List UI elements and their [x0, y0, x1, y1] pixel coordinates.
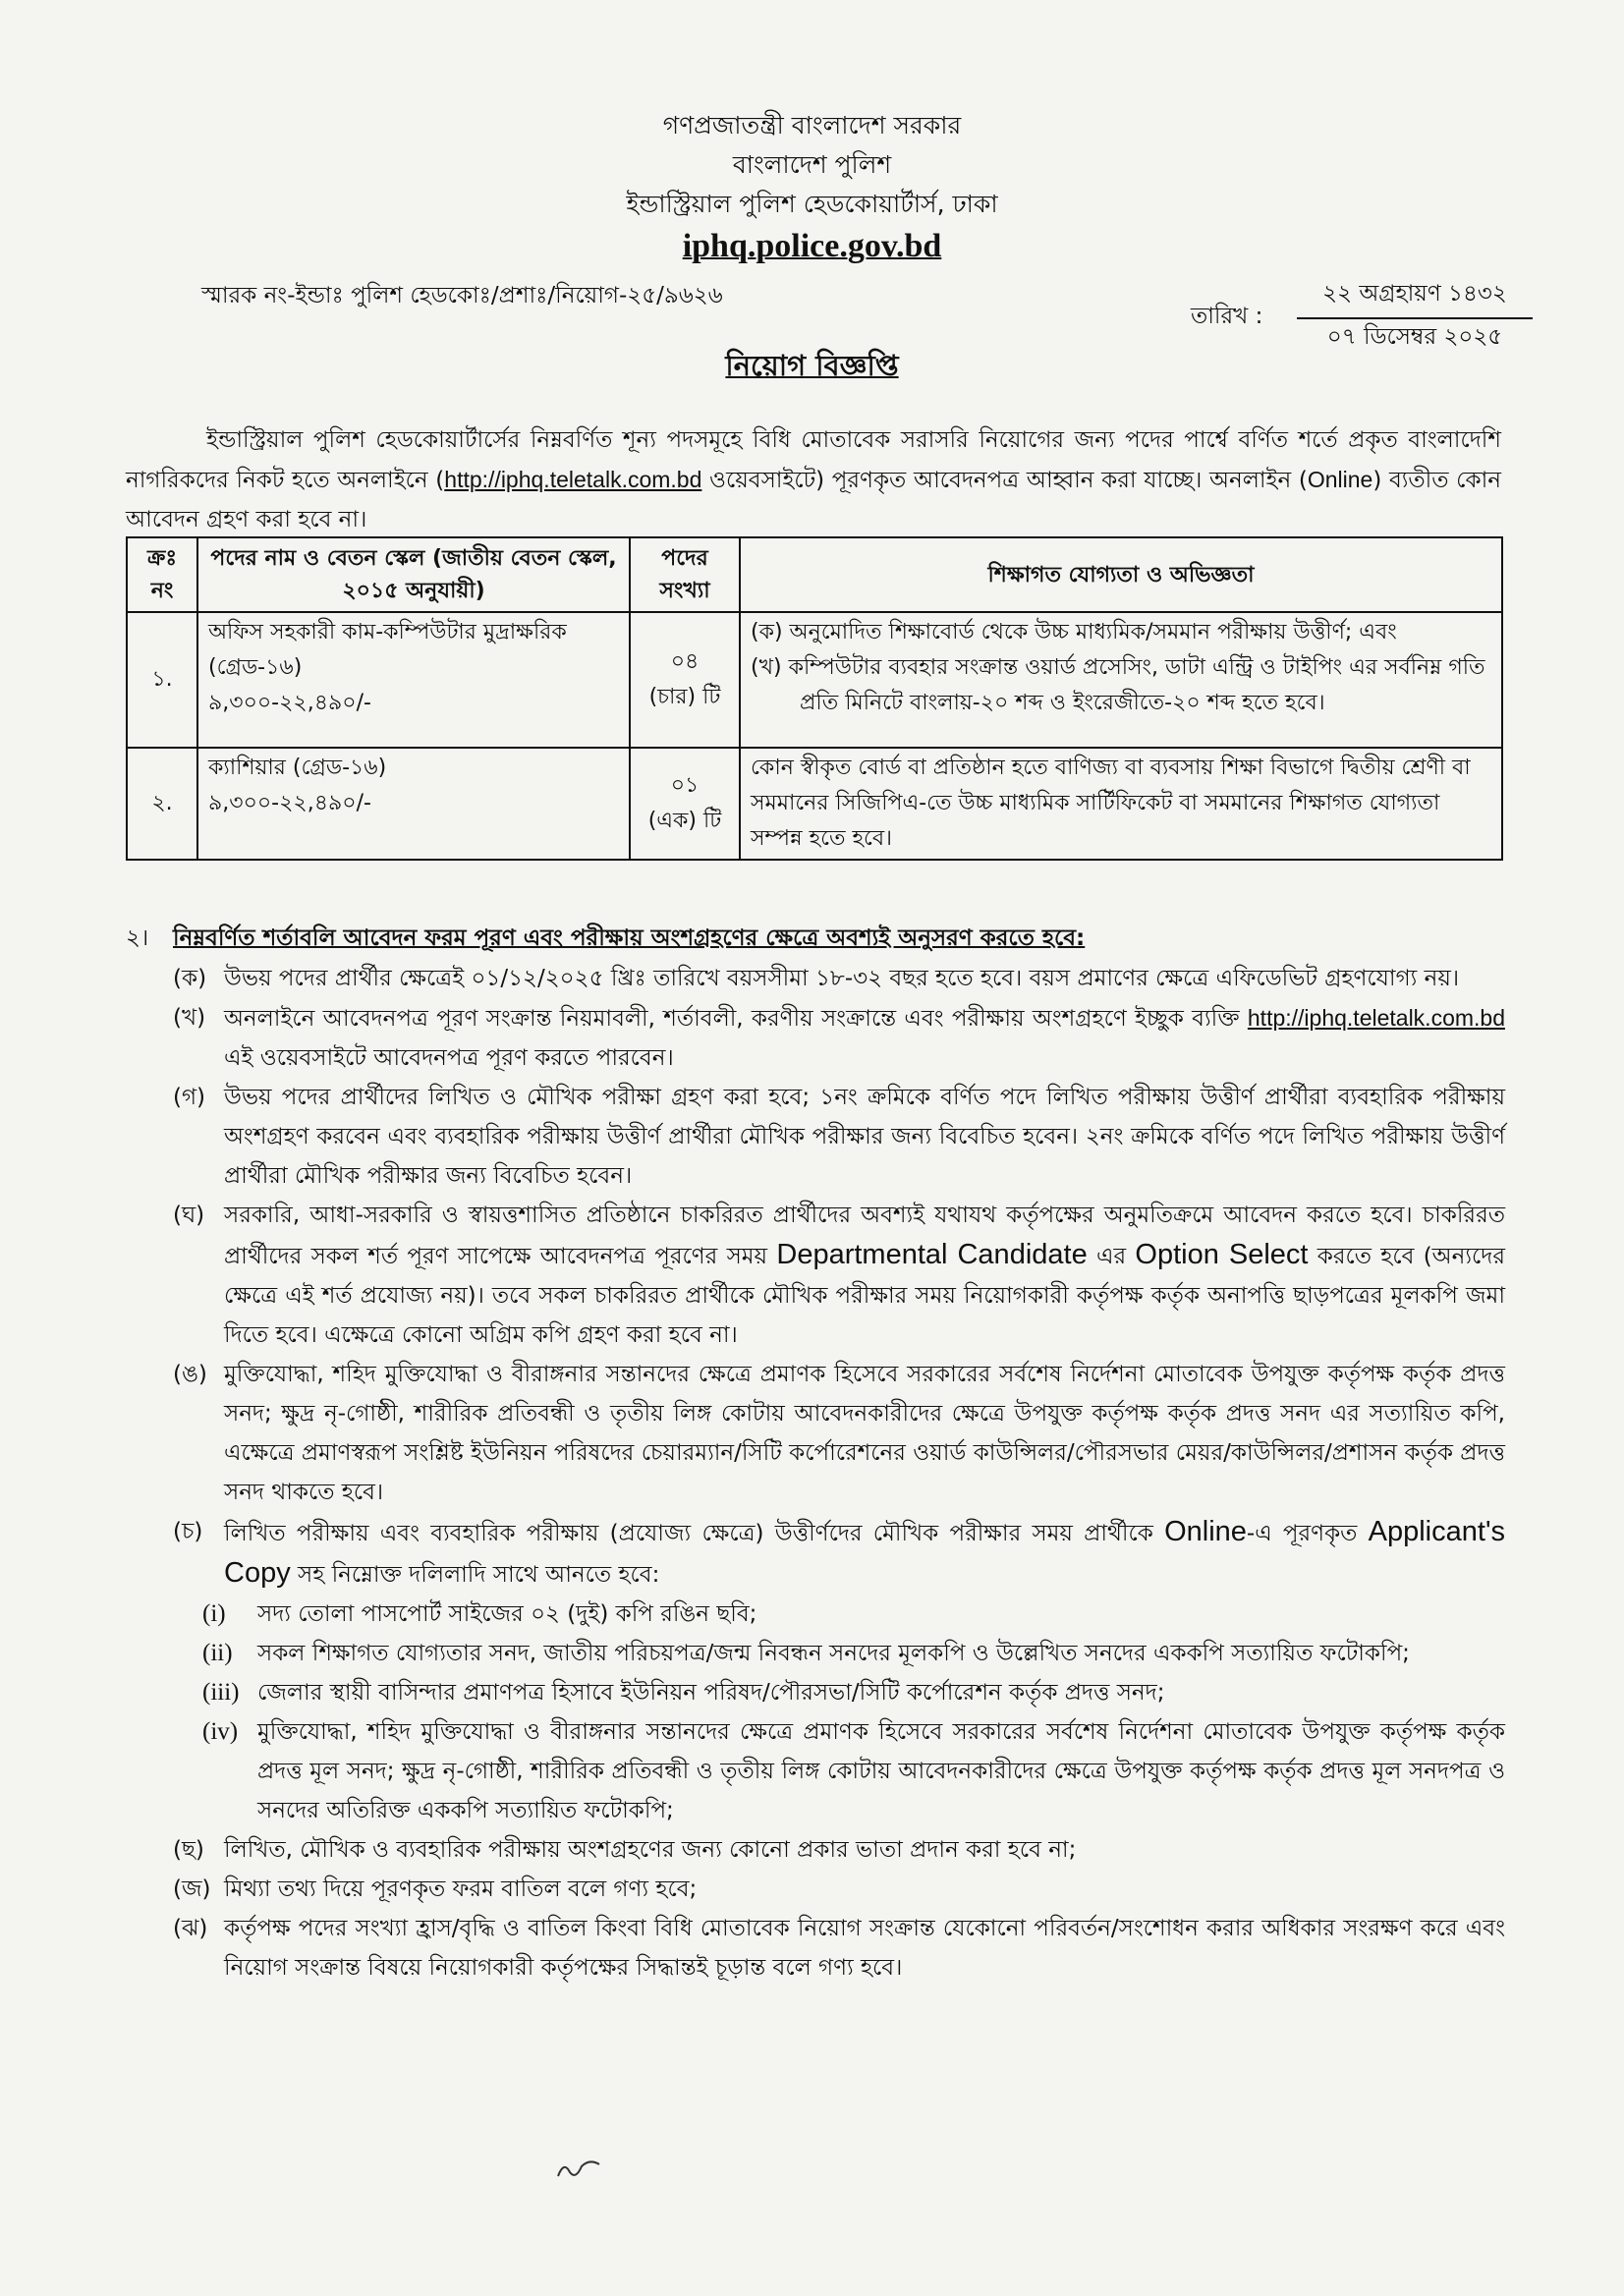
condition-text-3: সহ নিম্নোক্ত দলিলাদি সাথে আনতে হবে: [290, 1562, 660, 1588]
condition-text-3: করতে হবে (অন্যদের ক্ষেত্রে এই শর্ত প্রযোজ্য নয়)। তবে সকল চাকরিরত প্রার্থীকে মৌখিক পরীক্ষার সময় নিয়োগকারী কর্তৃপক্ষ কর্তৃক অনাপত্তি ছাড়পত্রের মূলকপি জমা দিতে হবে। এক্ষেত্রে কোনো অগ্রিম কপি গ্রহণ করা হবে না। [224, 1244, 1505, 1348]
row-post-cell [197, 748, 630, 860]
document-text: সকল শিক্ষাগত যোগ্যতার সনদ, জাতীয় পরিচয়পত্র/জন্ম নিবন্ধন সনদের মূলকপি ও উল্লেখিত সনদের এককপি সত্যায়িত ফটোকপি; [257, 1641, 1410, 1666]
condition-label: (ঝ) [173, 1916, 208, 1941]
intro-text-1: ইন্ডাস্ট্রিয়াল পুলিশ হেডকোয়ার্টার্সের নিম্নবর্ণিত শূন্য পদসমূহে বিধি মোতাবেক সরাসরি নিয়োগের জন্য পদের পার্শ্বে বর্ণিত শর্তে প্রকৃত বাংলাদেশি নাগরিকদের নিকট হতে অনলাইনে ( [126, 427, 1501, 493]
post-name: ক্যাশিয়ার (গ্রেড-১৬) [208, 756, 387, 780]
date-english: ০৭ ডিসেম্বর ২০২৫ [1326, 324, 1503, 350]
table-header-row [127, 537, 1502, 612]
condition-uma [173, 1355, 1505, 1512]
organization-name: বাংলাদেশ পুলিশ [732, 150, 892, 179]
document-item-ii [173, 1634, 1505, 1673]
header-count: পদের সংখ্যা [630, 537, 740, 612]
document-label: (iv) [202, 1718, 239, 1745]
pay-scale: ৯,৩০০-২২,৪৯০/- [208, 791, 371, 815]
condition-ja [173, 1870, 1505, 1909]
post-count-words: (চার) টি [648, 685, 721, 709]
office-name: ইন্ডাস্ট্রিয়াল পুলিশ হেডকোয়ার্টার্স, ঢাকা [626, 190, 998, 218]
header-post: পদের নাম ও বেতন স্কেল (জাতীয় বেতন স্কেল, ২০১৫ অনুযায়ী) [197, 537, 630, 612]
table-row [127, 748, 1502, 860]
document-item-iv [173, 1712, 1505, 1830]
condition-cha [173, 1512, 1505, 1595]
row-serial: ১. [127, 612, 197, 748]
post-count: ০৪ [670, 649, 700, 674]
condition-text: মুক্তিযোদ্ধা, শহিদ মুক্তিযোদ্ধা ও বীরাঙ্গনার সন্তানদের ক্ষেত্রে প্রমাণক হিসেবে সরকারের সর্বশেষ নির্দেশনা মোতাবেক উপযুক্ত কর্তৃপক্ষ কর্তৃক প্রদত্ত সনদ; ক্ষুদ্র নৃ-গোষ্ঠী, শারীরিক প্রতিবন্ধী ও তৃতীয় লিঙ্গ কোটায় আবেদনকারীদের ক্ষেত্রে উপযুক্ত কর্তৃপক্ষ কর্তৃক প্রদত্ত সনদ এর সত্যায়িত কপি, এক্ষেত্রে প্রমাণস্বরূপ সংশ্লিষ্ট ইউনিয়ন পরিষদের চেয়ারম্যান/সিটি কর্পোরেশনের ওয়ার্ড কাউন্সিলর/পৌরসভার মেয়র/কাউন্সিলর/প্রশাসন কর্তৃক প্রদত্ত সনদ থাকতে হবে। [224, 1362, 1505, 1505]
document-text: মুক্তিযোদ্ধা, শহিদ মুক্তিযোদ্ধা ও বীরাঙ্গনার সন্তানদের ক্ষেত্রে প্রমাণক হিসেবে সরকারের সর্বশেষ নির্দেশনা মোতাবেক উপযুক্ত কর্তৃপক্ষ কর্তৃক প্রদত্ত মূল সনদ; ক্ষুদ্র নৃ-গোষ্ঠী, শারীরিক প্রতিবন্ধী ও তৃতীয় লিঙ্গ কোটায় আবেদনকারীদের ক্ষেত্রে উপযুক্ত কর্তৃপক্ষ কর্তৃক প্রদত্ত মূল সনদপত্র ও সনদের অতিরিক্ত এককপি সত্যায়িত ফটোকপি; [257, 1719, 1505, 1823]
initial-mark-icon [550, 2147, 619, 2186]
section-number: ২। [126, 925, 149, 951]
condition-text: মিথ্যা তথ্য দিয়ে পূরণকৃত ফরম বাতিল বলে গণ্য হবে; [224, 1876, 698, 1902]
condition-label: (খ) [173, 1005, 206, 1031]
conditions-heading: নিম্নবর্ণিত শর্তাবলি আবেদন ফরম পূরণ এবং পরীক্ষায় অংশগ্রহণের ক্ষেত্রে অবশ্যই অনুসরণ করতে হবে: [173, 925, 1086, 951]
document-label: (i) [202, 1600, 226, 1627]
date-label: তারিখ : [1191, 304, 1263, 329]
posts-table [126, 536, 1503, 861]
condition-text: কর্তৃপক্ষ পদের সংখ্যা হ্রাস/বৃদ্ধি ও বাতিল কিংবা বিধি মোতাবেক নিয়োগ সংক্রান্ত যেকোনো পরিবর্তন/সংশোধন করার অধিকার সংরক্ষণ করে এবং নিয়োগ সংক্রান্ত বিষয়ে নিয়োগকারী কর্তৃপক্ষের সিদ্ধান্তই চূড়ান্ত বলে গণ্য হবে। [224, 1916, 1505, 1981]
intro-paragraph [126, 420, 1501, 539]
option-select-term: Option Select [1135, 1239, 1309, 1270]
government-name: গণপ্রজাতন্ত্রী বাংলাদেশ সরকার [662, 111, 962, 140]
letterhead [0, 106, 1624, 269]
row-serial: ২. [127, 748, 197, 860]
condition-text: অনলাইনে আবেদনপত্র পূরণ সংক্রান্ত নিয়মাবলী, শর্তাবলী, করণীয় সংক্রান্তে এবং পরীক্ষায় অংশগ্রহণে ইচ্ছুক ব্যক্তি [224, 1006, 1248, 1032]
condition-text: উভয় পদের প্রার্থীর ক্ষেত্রেই ০১/১২/২০২৫ খ্রিঃ তারিখে বয়সসীমা ১৮-৩২ বছর হতে হবে। বয়স প্রমাণের ক্ষেত্রে এফিডেভিট গ্রহণযোগ্য নয়। [224, 966, 1460, 991]
row-qualification-cell [740, 612, 1502, 748]
condition-gha [173, 1196, 1505, 1355]
condition-text: সরকারি, আধা-সরকারি ও স্বায়ত্তশাসিত প্রতিষ্ঠানে চাকরিরত প্রার্থীদের অবশ্যই যথাযথ কর্তৃপক্ষের অনুমতিক্রমে আবেদন করতে হবে। চাকরিরত প্রার্থীদের সকল শর্ত পূরণ সাপেক্ষে আবেদনপত্র পূরণের সময় [224, 1203, 1505, 1269]
condition-label: (গ) [173, 1085, 206, 1110]
notice-title: নিয়োগ বিজ্ঞপ্তি [725, 349, 899, 382]
header-qualification: শিক্ষাগত যোগ্যতা ও অভিজ্ঞতা [740, 537, 1502, 612]
condition-text: লিখিত পরীক্ষায় এবং ব্যবহারিক পরীক্ষায় (প্রযোজ্য ক্ষেত্রে) উত্তীর্ণদের মৌখিক পরীক্ষার সময় প্রার্থীকে [224, 1521, 1165, 1546]
post-name: অফিস সহকারী কাম-কম্পিউটার মুদ্রাক্ষরিক (গ্রেড-১৬) [208, 620, 567, 680]
intro-text-2: ওয়েবসাইটে) পূরণকৃত আবেদনপত্র আহ্বান করা যাচ্ছে। অনলাইন ( [701, 468, 1308, 493]
website-link[interactable]: iphq.police.gov.bd [682, 228, 942, 264]
header-serial: ক্রঃ নং [127, 537, 197, 612]
condition-ka [173, 959, 1505, 998]
condition-text-2: এই ওয়েবসাইটে আবেদনপত্র পূরণ করতে পারবেন। [224, 1045, 674, 1071]
condition-label: (চ) [173, 1519, 203, 1544]
table-row [127, 612, 1502, 748]
condition-text-2: -এ পূরণকৃত [1246, 1521, 1369, 1546]
post-count: ০১ [670, 773, 700, 798]
condition-label: (ঘ) [173, 1203, 205, 1228]
date-bangla: ২২ অগ্রহায়ণ ১৪৩২ [1297, 275, 1533, 319]
row-count-cell [630, 612, 740, 748]
conditions-list [173, 959, 1505, 1988]
qualification-b: (খ) কম্পিউটার ব্যবহার সংক্রান্ত ওয়ার্ড প্রসেসিং, ডাটা এন্ট্রি ও টাইপিং এর সর্বনিম্ন গতি প্রতি মিনিটে বাংলায়-২০ শব্দ ও ইংরেজীতে-২০ শব্দ হতে হবে। [751, 655, 1485, 715]
document-text: জেলার স্থায়ী বাসিন্দার প্রমাণপত্র হিসাবে ইউনিয়ন পরিষদ/পৌরসভা/সিটি কর্পোরেশন কর্তৃক প্রদত্ত সনদ; [257, 1680, 1165, 1706]
applicants-copy-term: Applicant's Copy [224, 1516, 1505, 1589]
condition-ga [173, 1078, 1505, 1196]
online-word: Online [1307, 467, 1373, 492]
row-post-cell [197, 612, 630, 748]
memo-number: স্মারক নং-ইন্ডাঃ পুলিশ হেডকোঃ/প্রশাঃ/নিয়োগ-২৫/৯৬২৬ [201, 283, 723, 308]
condition-text: উভয় পদের প্রার্থীদের লিখিত ও মৌখিক পরীক্ষা গ্রহণ করা হবে; ১নং ক্রমিকে বর্ণিত পদে লিখিত পরীক্ষায় উত্তীর্ণ প্রার্থীরা ব্যবহারিক পরীক্ষায় অংশগ্রহণ করবেন এবং ব্যবহারিক পরীক্ষায় উত্তীর্ণ প্রার্থীরা মৌখিক পরীক্ষার জন্য বিবেচিত হবেন। ২নং ক্রমিকে বর্ণিত পদে লিখিত পরীক্ষায় উত্তীর্ণ প্রার্থীরা মৌখিক পরীক্ষার জন্য বিবেচিত হবেন। [224, 1085, 1505, 1189]
departmental-candidate-term: Departmental Candidate [776, 1239, 1088, 1270]
online-term: Online [1164, 1516, 1247, 1547]
teletalk-url-link[interactable]: http://iphq.teletalk.com.bd [1247, 1005, 1505, 1031]
qualification-a: (ক) অনুমোদিত শিক্ষাবোর্ড থেকে উচ্চ মাধ্যমিক/সমমান পরীক্ষায় উত্তীর্ণ; এবং [751, 620, 1397, 644]
apply-url-link[interactable]: http://iphq.teletalk.com.bd [444, 467, 702, 492]
condition-text: লিখিত, মৌখিক ও ব্যবহারিক পরীক্ষায় অংশগ্রহণের জন্য কোনো প্রকার ভাতা প্রদান করা হবে না; [224, 1837, 1077, 1863]
intro-text-3: ) ব্যতীত কোন আবেদন গ্রহণ করা হবে না। [126, 468, 1501, 532]
row-count-cell [630, 748, 740, 860]
condition-label: (ছ) [173, 1837, 204, 1863]
document-label: (iii) [202, 1679, 240, 1706]
document-item-iii [173, 1673, 1505, 1712]
condition-text-2: এর [1087, 1244, 1136, 1269]
pay-scale: ৯,৩০০-২২,৪৯০/- [208, 691, 371, 715]
document-item-i [173, 1595, 1505, 1634]
notice-title-wrap [0, 344, 1624, 392]
document-label: (ii) [202, 1640, 233, 1666]
document-text: সদ্য তোলা পাসপোর্ট সাইজের ০২ (দুই) কপি রঙিন ছবি; [257, 1601, 757, 1627]
row-qualification-cell: কোন স্বীকৃত বোর্ড বা প্রতিষ্ঠান হতে বাণিজ্য বা ব্যবসায় শিক্ষা বিভাগে দ্বিতীয় শ্রেণী বা সমমানের সিজিপিএ-তে উচ্চ মাধ্যমিক সার্টিফিকেট বা সমমানের শিক্ষাগত যোগ্যতা সম্পন্ন হতে হবে। [740, 748, 1502, 860]
condition-jha [173, 1909, 1505, 1988]
condition-label: (ঙ) [173, 1362, 207, 1387]
condition-chha [173, 1830, 1505, 1870]
post-count-words: (এক) টি [647, 809, 722, 833]
condition-label: (ক) [173, 966, 207, 991]
condition-kha [173, 998, 1505, 1078]
condition-label: (জ) [173, 1876, 211, 1902]
